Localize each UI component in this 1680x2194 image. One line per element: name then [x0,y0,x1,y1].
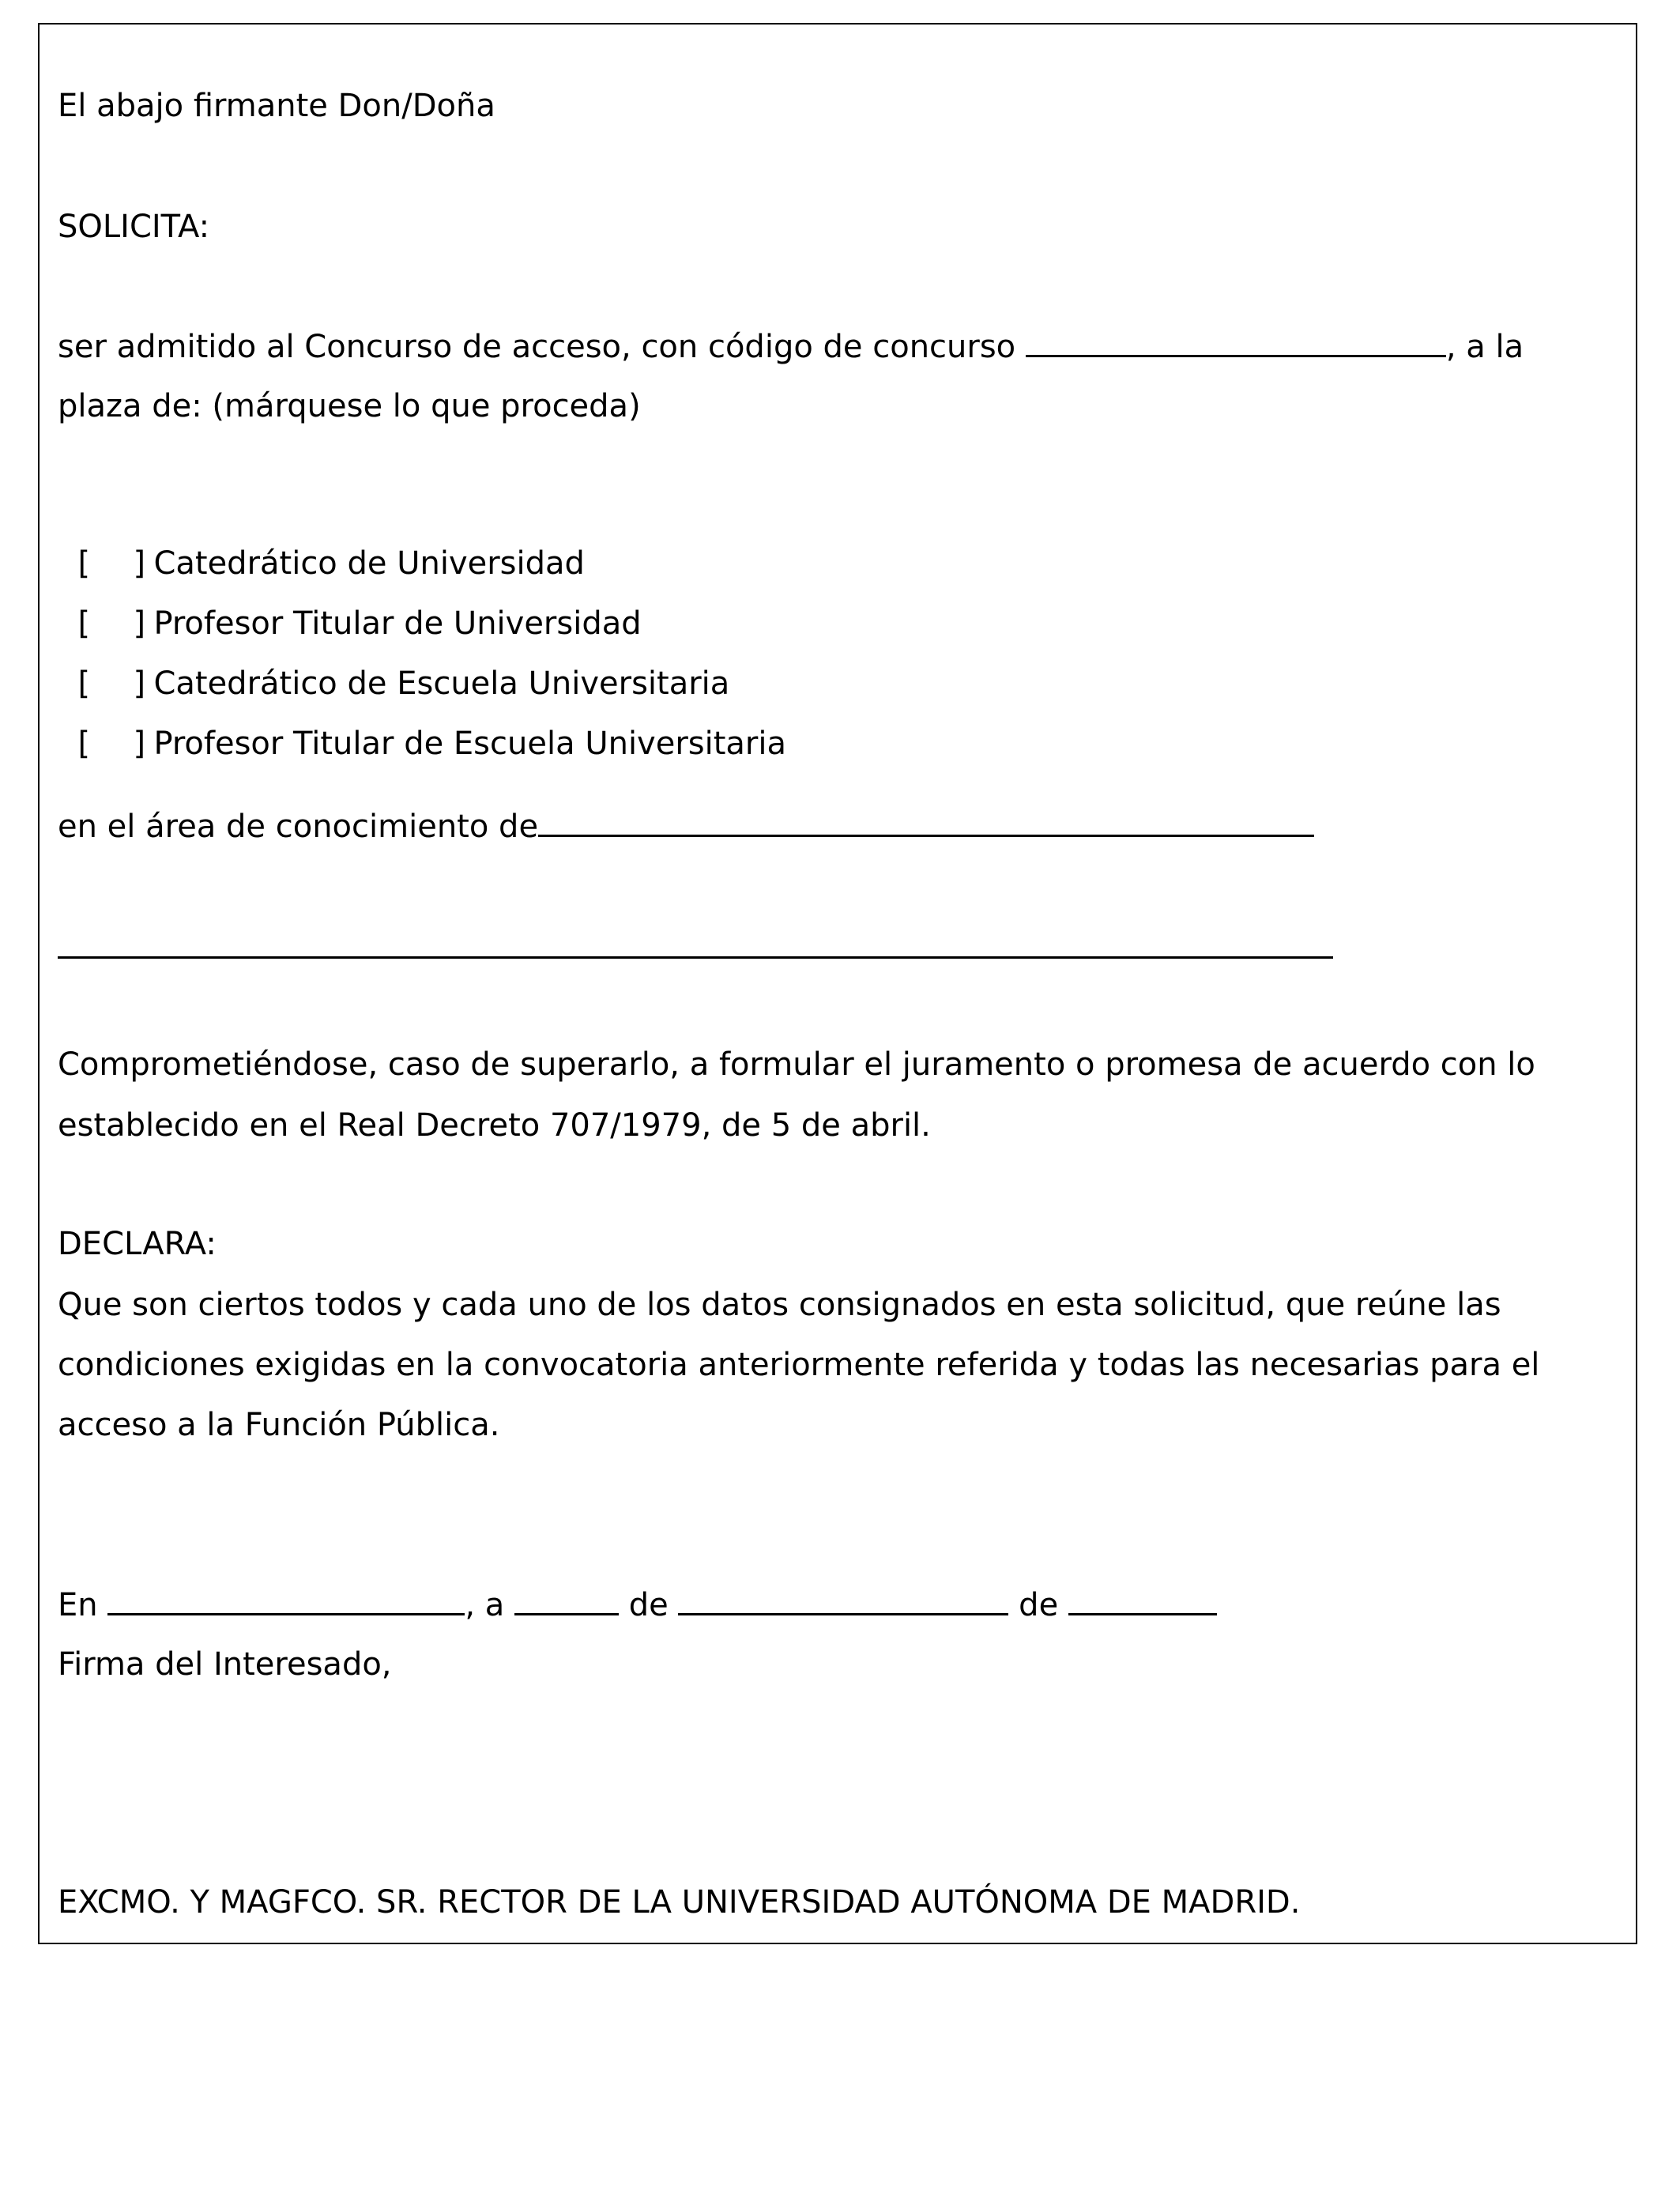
option-label: Catedrático de Universidad [153,545,585,582]
option-label: Profesor Titular de Universidad [153,605,642,642]
year-field[interactable] [1068,1585,1217,1615]
option-label: Catedrático de Escuela Universitaria [153,665,730,702]
checkbox-open[interactable]: [ [77,605,91,642]
area-field-continued[interactable] [58,956,1333,959]
checkbox-close[interactable]: ] [133,545,146,582]
declara-line-3: acceso a la Función Pública. [58,1407,500,1443]
commitment-line-2: establecido en el Real Decreto 707/1979, de 5 de abril. [58,1107,931,1144]
admission-line [58,326,1524,366]
checkbox-open[interactable]: [ [77,545,91,582]
date-de-label: de [628,1587,669,1623]
option-titular-escuela[interactable] [58,687,786,763]
area-text: en el área de conocimiento de [58,809,539,845]
admission-text: ser admitido al Concurso de acceso, con código de concurso [58,329,1016,365]
checkbox-open[interactable]: [ [77,726,91,762]
plaza-text: plaza de: (márquese lo que proceda) [58,388,641,424]
declara-line-1: Que son ciertos todos y cada uno de los datos consignados en esta solicitud, que reúne las [58,1287,1501,1323]
commitment-line-1: Comprometiéndose, caso de superarlo, a formular el juramento o promesa de acuerdo con lo [58,1046,1535,1083]
date-en-label: En [58,1587,98,1623]
month-field[interactable] [678,1585,1008,1615]
admission-suffix: , a la [1445,329,1524,365]
addressee: EXCMO. Y MAGFCO. SR. RECTOR DE LA UNIVERSIDAD AUTÓNOMA DE MADRID. [58,1884,1301,1921]
checkbox-open[interactable]: [ [77,665,91,702]
concurso-code-field[interactable] [1026,326,1446,357]
checkbox-close[interactable]: ] [133,605,146,642]
declara-heading: DECLARA: [58,1226,217,1262]
place-field[interactable] [107,1585,465,1615]
checkbox-close[interactable]: ] [133,726,146,762]
area-line [58,806,1314,846]
checkbox-close[interactable]: ] [133,665,146,702]
day-field[interactable] [514,1585,619,1615]
option-label: Profesor Titular de Escuela Universitaria [153,726,787,762]
declara-line-2: condiciones exigidas en la convocatoria anteriormente referida y todas las necesarias para el [58,1347,1540,1383]
date-a-label: , a [465,1587,505,1623]
solicita-heading: SOLICITA: [58,209,210,245]
area-field[interactable] [538,806,1314,837]
date-line [58,1585,1217,1624]
intro-text: El abajo firmante Don/Doña [58,88,495,124]
signature-label: Firma del Interesado, [58,1646,392,1683]
date-de-label-2: de [1019,1587,1059,1623]
